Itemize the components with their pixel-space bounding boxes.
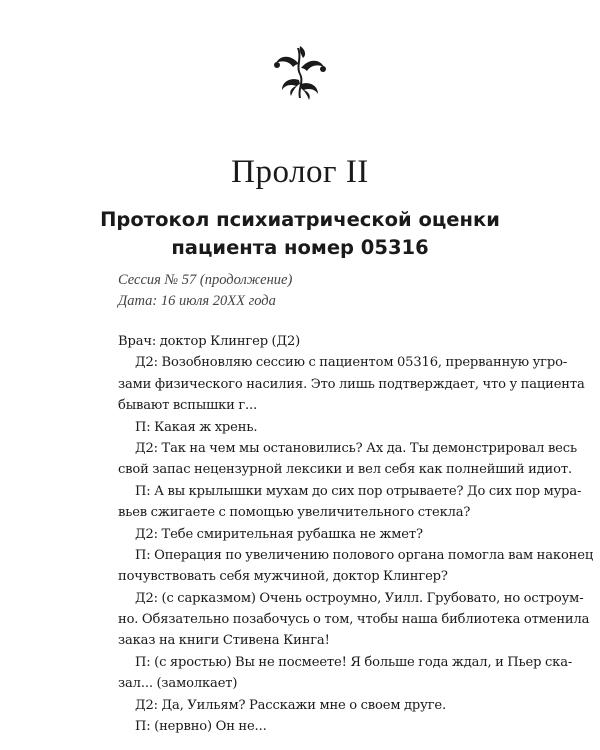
transcript-line: Врач: доктор Клингер (Д2) [118,334,301,349]
transcript [118,331,594,737]
transcript-line: почувствовать себя мужчиной, доктор Клингер? [118,569,448,585]
transcript-line: вьев сжигаете с помощью увеличительного стекла? [118,505,471,521]
transcript-line: П: Операция по увеличению полового органа помогла вам наконец [135,547,594,563]
section-heading-line: пациента номер 05316 [171,236,429,259]
session-date: Дата: 16 июля 20XX года [118,293,276,309]
transcript-line: Д2: (с сарказмом) Очень остроумно, Уилл. Грубовато, но остроум- [135,590,584,606]
transcript-line: бывают вспышки г... [118,398,258,414]
floral-ornament-icon [270,44,330,102]
transcript-line: зал... (замолкает) [118,676,238,692]
transcript-line: Д2: Тебе смирительная рубашка не жмет? [135,526,423,542]
section-heading [0,206,600,262]
transcript-line: Д2: Возобновляю сессию с пациентом 05316, прерванную угро- [135,355,568,371]
transcript-line: П: Какая ж хрень. [135,419,258,435]
transcript-line: Д2: Да, Уильям? Расскажи мне о своем друге. [135,697,447,713]
transcript-line: свой запас нецензурной лексики и вел себя как полнейший идиот. [118,462,572,478]
transcript-line: П: А вы крылышки мухам до сих пор отрываете? До сих пор мура- [135,483,582,499]
chapter-title: Пролог II [231,154,369,190]
transcript-line: Д2: Так на чем мы остановились? Ах да. Ты демонстрировал весь [135,440,577,456]
transcript-line: заказ на книги Стивена Кинга! [118,633,330,649]
transcript-line: но. Обязательно позабочусь о том, чтобы наша библиотека отменила [118,612,590,628]
session-meta [118,270,292,312]
section-heading-line: Протокол психиатрической оценки [100,208,500,231]
session-number: Сессия № 57 (продолжение) [118,272,293,288]
transcript-line: зами физического насилия. Это лишь подтверждает, что у пациента [118,376,585,392]
transcript-line: П: (с яростью) Вы не посмеете! Я больше года ждал, и Пьер ска- [135,654,573,670]
transcript-line: П: (нервно) Он не... [135,719,267,735]
